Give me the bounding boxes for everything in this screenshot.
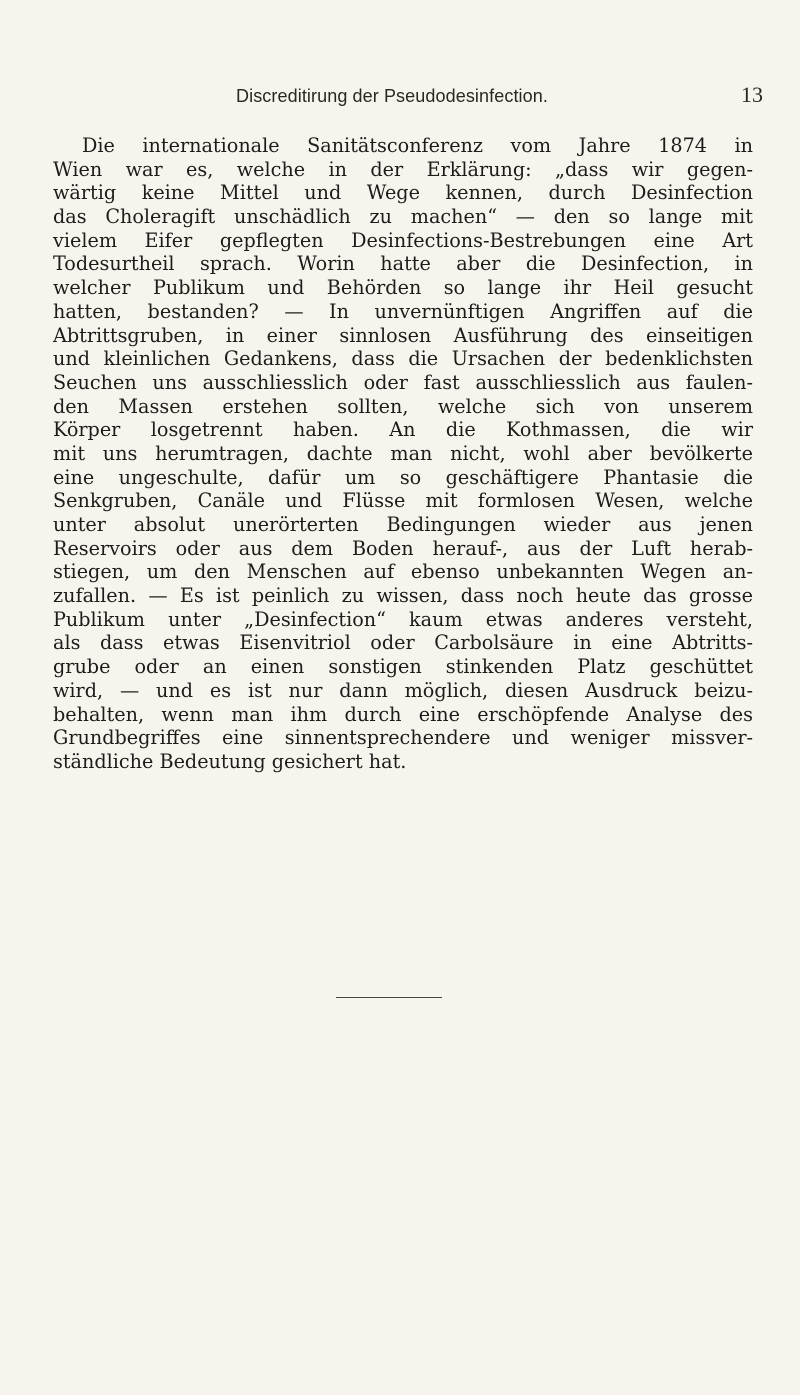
text-line: welcher Publikum und Behörden so lange ihr Heil gesucht [53, 276, 753, 300]
text-line: Abtrittsgruben, in einer sinnlosen Ausführung des einseitigen [53, 323, 753, 347]
text-line: Reservoirs oder aus dem Boden herauf-, aus der Luft herab- [53, 536, 753, 560]
text-line: wird, — und es ist nur dann möglich, diesen Ausdruck beizu- [53, 678, 753, 702]
text-line: Körper losgetrennt haben. An die Kothmassen, die wir [53, 418, 753, 442]
text-line: Die internationale Sanitätsconferenz vom Jahre 1874 in [82, 134, 753, 157]
text-line: Seuchen uns ausschliesslich oder fast ausschliesslich aus faulen- [53, 370, 753, 394]
text-line: Wien war es, welche in der Erklärung: „dass wir gegen- [53, 157, 753, 181]
text-line: grube oder an einen sonstigen stinkenden Platz geschüttet [53, 655, 753, 679]
text-line: stiegen, um den Menschen auf ebenso unbekannten Wegen an- [53, 560, 753, 584]
body-paragraph [53, 134, 753, 774]
text-line: eine ungeschulte, dafür um so geschäftigere Phantasie die [53, 465, 753, 489]
text-line: das Choleragift unschädlich zu machen“ — den so lange mit [53, 205, 753, 229]
page-number: 13 [741, 82, 763, 107]
text-line: Grundbegriffes eine sinnentsprechendere und weniger missver- [53, 726, 753, 750]
text-line: hatten, bestanden? — In unvernünftigen Angriffen auf die [53, 299, 753, 323]
text-line: Todesurtheil sprach. Worin hatte aber die Desinfection, in [53, 252, 753, 276]
section-divider [336, 997, 442, 998]
text-line: den Massen erstehen sollten, welche sich von unserem [53, 394, 753, 418]
text-line: Senkgruben, Canäle und Flüsse mit formlosen Wesen, welche [53, 489, 753, 513]
text-line: mit uns herumtragen, dachte man nicht, wohl aber bevölkerte [53, 441, 753, 465]
running-head: Discreditirung der Pseudodesinfection. [236, 86, 548, 106]
text-line: wärtig keine Mittel und Wege kennen, durch Desinfection [53, 181, 753, 205]
text-line: unter absolut unerörterten Bedingungen wieder aus jenen [53, 513, 753, 536]
text-line: und kleinlichen Gedankens, dass die Ursachen der bedenklichsten [53, 347, 753, 371]
text-line: zufallen. — Es ist peinlich zu wissen, dass noch heute das grosse [53, 584, 753, 608]
text-line: vielem Eifer gepflegten Desinfections-Bestrebungen eine Art [53, 228, 753, 252]
text-line: als dass etwas Eisenvitriol oder Carbolsäure in eine Abtritts- [53, 631, 753, 655]
text-line: Publikum unter „Desinfection“ kaum etwas anderes versteht, [53, 607, 753, 631]
text-line: behalten, wenn man ihm durch eine erschöpfende Analyse des [53, 702, 753, 726]
text-line: ständliche Bedeutung gesichert hat. [53, 749, 407, 773]
